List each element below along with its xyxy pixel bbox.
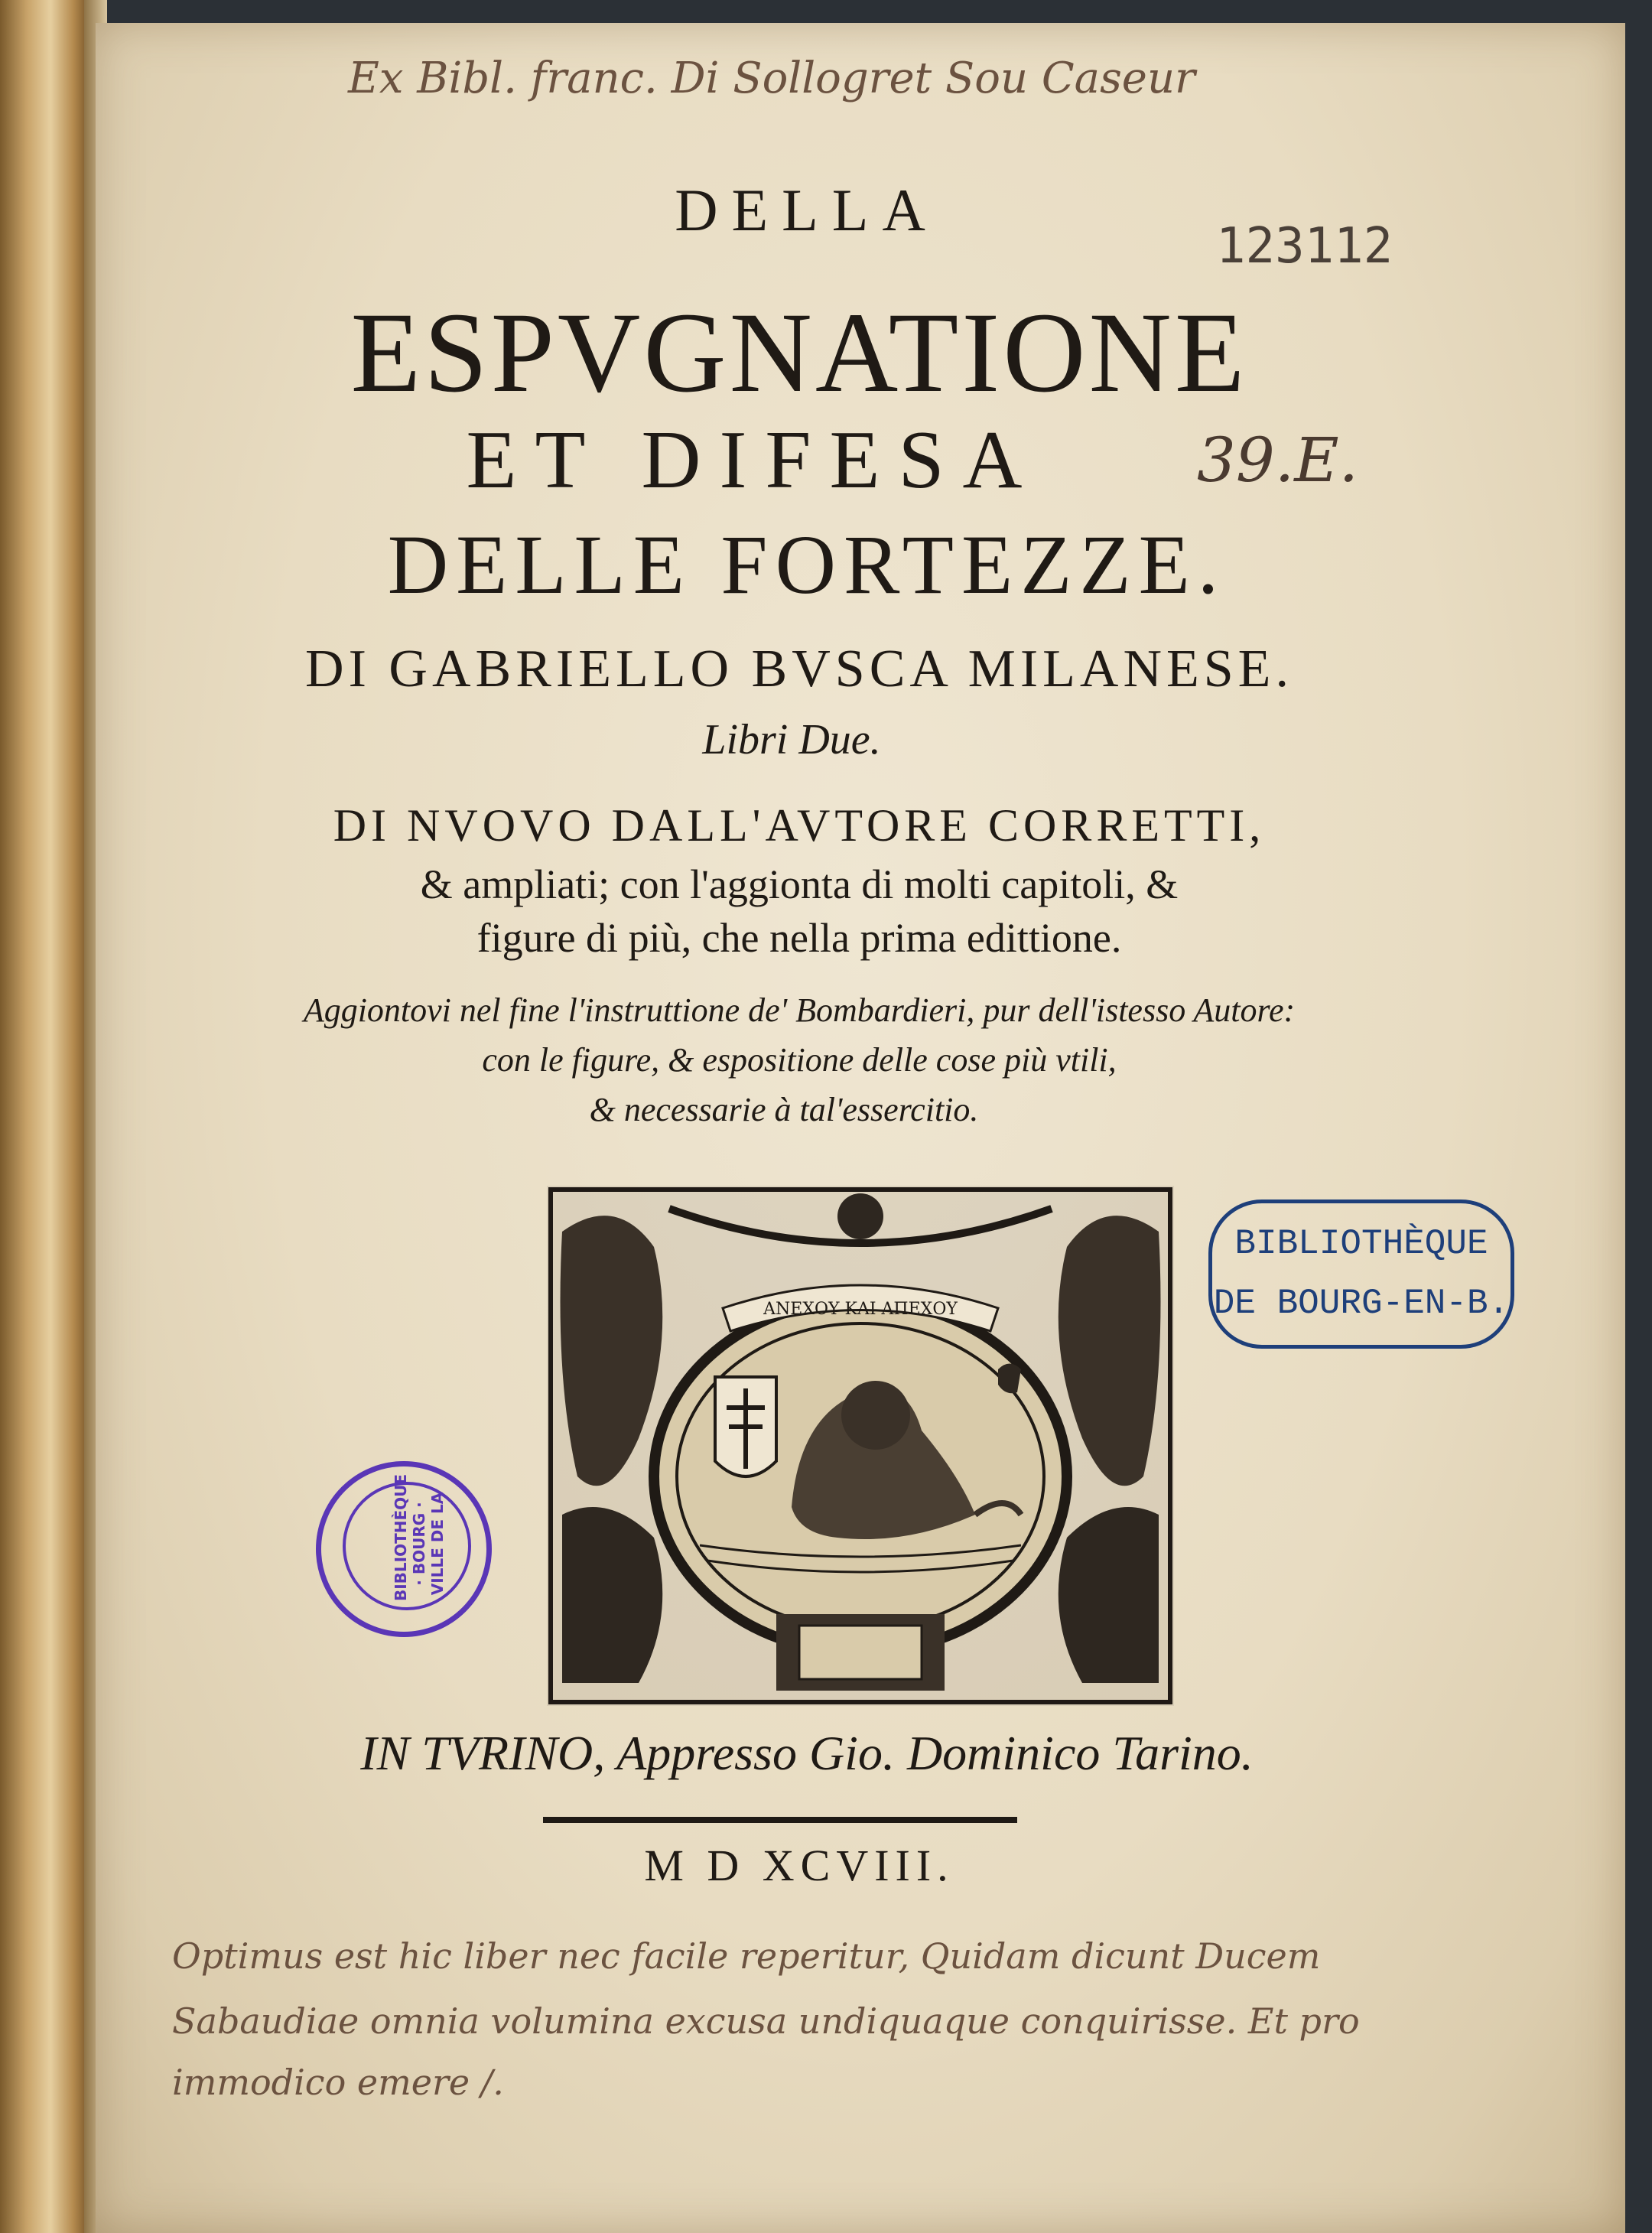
- imprint-rule: [543, 1817, 1017, 1823]
- title-line-2: ESPVGNATIONE: [350, 289, 1248, 416]
- title-line-4: DELLE FORTEZZE.: [387, 518, 1227, 611]
- device-motto: ΑΝΕΧΟΥ ΚΑΙ ΑΠΕΧΟΥ: [763, 1300, 958, 1319]
- manuscript-note-line-2: Sabaudiae omnia volumina excusa undiquaque conquirisse. Et pro: [172, 2000, 1360, 2042]
- title-page: [96, 23, 1625, 2233]
- appendix-line-1: Aggiontovi nel fine l'instruttione de' Bombardieri, pur dell'istesso Autore:: [303, 991, 1296, 1029]
- title-line-1: DELLA: [675, 177, 939, 243]
- title-line-3: ET DIFESA: [466, 415, 1041, 506]
- manuscript-note-line-3: immodico emere /.: [172, 2062, 504, 2103]
- edition-line-2: & ampliati; con l'aggionta di molti capitoli, &: [420, 861, 1179, 907]
- printers-device-woodcut: [547, 1186, 1174, 1706]
- year-line: M D XCVIII.: [644, 1841, 954, 1890]
- imprint-line: IN TVRINO, Appresso Gio. Dominico Tarino.: [360, 1726, 1254, 1780]
- author-line: DI GABRIELLO BVSCA MILANESE.: [305, 640, 1293, 698]
- appendix-line-3: & necessarie à tal'essercitio.: [589, 1091, 979, 1128]
- library-stamp: [1208, 1200, 1514, 1349]
- edition-line-1: DI NVOVO DALL'AVTORE CORRETTI,: [333, 800, 1266, 851]
- round-library-stamp: [316, 1461, 492, 1637]
- shelf-mark: 39.E.: [1197, 425, 1359, 496]
- ownership-inscription: Ex Bibl. franc. Di Sollogret Sou Caseur: [348, 54, 1195, 103]
- shelf-number: 123112: [1216, 218, 1393, 275]
- edition-line-3: figure di più, che nella prima edittione.: [476, 915, 1122, 961]
- volumes-line: Libri Due.: [702, 716, 881, 763]
- library-stamp-line-2: DE BOURG-EN-B.: [1213, 1284, 1510, 1323]
- round-stamp-text: BIBLIOTHÈQUE · BOURG · VILLE DE LA: [392, 1473, 447, 1601]
- library-stamp-line-1: BIBLIOTHÈQUE: [1234, 1224, 1488, 1264]
- manuscript-note-line-1: Optimus est hic liber nec facile reperitur, Quidam dicunt Ducem: [172, 1935, 1321, 1977]
- appendix-line-2: con le figure, & espositione delle cose più vtili,: [482, 1041, 1117, 1079]
